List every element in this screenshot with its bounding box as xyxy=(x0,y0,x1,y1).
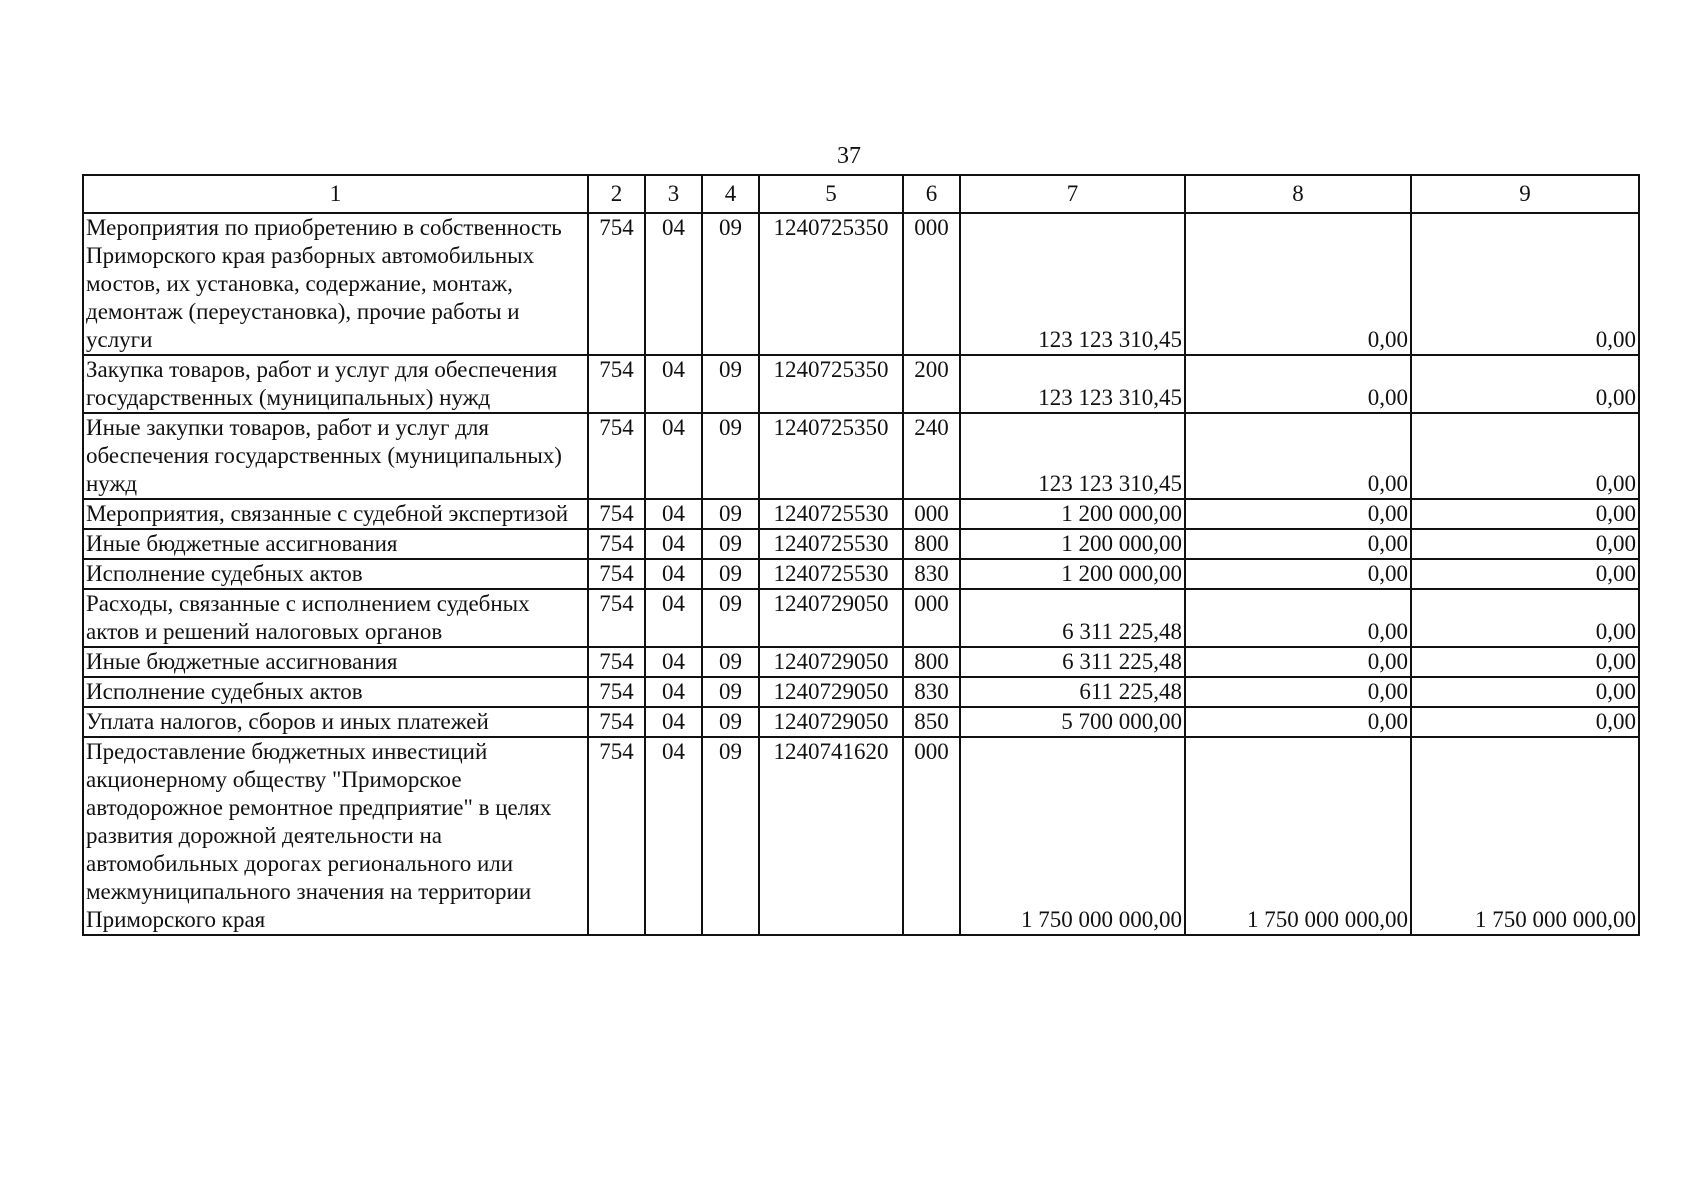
header-col-6: 6 xyxy=(903,175,960,213)
row-name: Уплата налогов, сборов и иных платежей xyxy=(83,707,588,737)
row-amount-7: 1 200 000,00 xyxy=(960,559,1185,589)
row-code-3: 04 xyxy=(645,413,702,499)
row-code-4: 09 xyxy=(702,647,759,677)
row-amount-7: 5 700 000,00 xyxy=(960,707,1185,737)
budget-table xyxy=(82,174,1640,936)
table-row xyxy=(83,355,1639,413)
header-col-9: 9 xyxy=(1411,175,1639,213)
table-row xyxy=(83,413,1639,499)
row-code-5: 1240729050 xyxy=(759,677,903,707)
row-amount-8: 0,00 xyxy=(1185,529,1411,559)
table-row xyxy=(83,737,1639,935)
row-code-2: 754 xyxy=(588,213,645,355)
table-row xyxy=(83,499,1639,529)
row-code-2: 754 xyxy=(588,355,645,413)
row-amount-7: 1 750 000 000,00 xyxy=(960,737,1185,935)
row-code-3: 04 xyxy=(645,213,702,355)
row-code-6: 830 xyxy=(903,559,960,589)
header-col-3: 3 xyxy=(645,175,702,213)
row-amount-7: 1 200 000,00 xyxy=(960,499,1185,529)
row-code-5: 1240725530 xyxy=(759,559,903,589)
row-code-6: 000 xyxy=(903,499,960,529)
row-code-4: 09 xyxy=(702,589,759,647)
row-code-6: 800 xyxy=(903,647,960,677)
row-amount-8: 0,00 xyxy=(1185,413,1411,499)
row-code-4: 09 xyxy=(702,559,759,589)
row-amount-9: 0,00 xyxy=(1411,677,1639,707)
row-code-2: 754 xyxy=(588,499,645,529)
row-code-2: 754 xyxy=(588,737,645,935)
header-row xyxy=(83,175,1639,213)
row-code-2: 754 xyxy=(588,647,645,677)
row-amount-9: 0,00 xyxy=(1411,647,1639,677)
row-amount-9: 0,00 xyxy=(1411,355,1639,413)
row-code-5: 1240725530 xyxy=(759,529,903,559)
row-amount-8: 1 750 000 000,00 xyxy=(1185,737,1411,935)
page-number: 37 xyxy=(837,143,861,169)
header-col-7: 7 xyxy=(960,175,1185,213)
header-col-1: 1 xyxy=(83,175,588,213)
row-code-5: 1240729050 xyxy=(759,707,903,737)
row-code-4: 09 xyxy=(702,413,759,499)
row-code-3: 04 xyxy=(645,559,702,589)
row-name: Исполнение судебных актов xyxy=(83,677,588,707)
row-amount-8: 0,00 xyxy=(1185,589,1411,647)
row-code-3: 04 xyxy=(645,589,702,647)
row-code-5: 1240725530 xyxy=(759,499,903,529)
table-row xyxy=(83,677,1639,707)
row-name: Мероприятия, связанные с судебной экспертизой xyxy=(83,499,588,529)
row-code-6: 000 xyxy=(903,589,960,647)
row-code-2: 754 xyxy=(588,589,645,647)
row-code-4: 09 xyxy=(702,355,759,413)
table-row xyxy=(83,213,1639,355)
row-amount-8: 0,00 xyxy=(1185,559,1411,589)
row-amount-7: 6 311 225,48 xyxy=(960,647,1185,677)
row-code-3: 04 xyxy=(645,355,702,413)
row-name: Предоставление бюджетных инвестиций акционерному обществу "Приморское автодорожное ремонтное предприятие" в целях развития дорожной деятельности на автомобильных дорогах регионального или межмуниципального значения на территории Приморского края xyxy=(83,737,588,935)
header-col-5: 5 xyxy=(759,175,903,213)
row-code-6: 800 xyxy=(903,529,960,559)
header-col-2: 2 xyxy=(588,175,645,213)
table-row xyxy=(83,529,1639,559)
row-code-4: 09 xyxy=(702,737,759,935)
row-amount-8: 0,00 xyxy=(1185,213,1411,355)
table-row xyxy=(83,707,1639,737)
row-code-6: 200 xyxy=(903,355,960,413)
row-amount-9: 0,00 xyxy=(1411,529,1639,559)
row-amount-8: 0,00 xyxy=(1185,499,1411,529)
row-amount-8: 0,00 xyxy=(1185,647,1411,677)
header-col-8: 8 xyxy=(1185,175,1411,213)
row-name: Иные бюджетные ассигнования xyxy=(83,647,588,677)
row-amount-9: 0,00 xyxy=(1411,499,1639,529)
row-code-6: 830 xyxy=(903,677,960,707)
row-code-6: 000 xyxy=(903,737,960,935)
row-code-2: 754 xyxy=(588,707,645,737)
row-name: Мероприятия по приобретению в собственность Приморского края разборных автомобильных мостов, их установка, содержание, монтаж, демонтаж (переустановка), прочие работы и услуги xyxy=(83,213,588,355)
row-code-3: 04 xyxy=(645,529,702,559)
row-amount-7: 1 200 000,00 xyxy=(960,529,1185,559)
row-code-2: 754 xyxy=(588,559,645,589)
row-amount-8: 0,00 xyxy=(1185,707,1411,737)
row-amount-9: 0,00 xyxy=(1411,413,1639,499)
row-amount-9: 0,00 xyxy=(1411,213,1639,355)
row-code-5: 1240729050 xyxy=(759,647,903,677)
row-name: Иные бюджетные ассигнования xyxy=(83,529,588,559)
table-row xyxy=(83,589,1639,647)
row-name: Иные закупки товаров, работ и услуг для обеспечения государственных (муниципальных) нужд xyxy=(83,413,588,499)
row-amount-9: 0,00 xyxy=(1411,707,1639,737)
row-code-3: 04 xyxy=(645,677,702,707)
row-code-3: 04 xyxy=(645,737,702,935)
row-amount-9: 0,00 xyxy=(1411,559,1639,589)
row-amount-7: 123 123 310,45 xyxy=(960,355,1185,413)
row-amount-8: 0,00 xyxy=(1185,677,1411,707)
row-code-6: 240 xyxy=(903,413,960,499)
row-code-2: 754 xyxy=(588,413,645,499)
row-code-5: 1240725350 xyxy=(759,213,903,355)
row-code-3: 04 xyxy=(645,647,702,677)
table-row xyxy=(83,647,1639,677)
row-code-4: 09 xyxy=(702,213,759,355)
row-code-5: 1240725350 xyxy=(759,355,903,413)
row-name: Расходы, связанные с исполнением судебных актов и решений налоговых органов xyxy=(83,589,588,647)
row-code-2: 754 xyxy=(588,677,645,707)
row-code-3: 04 xyxy=(645,707,702,737)
row-code-6: 850 xyxy=(903,707,960,737)
row-code-4: 09 xyxy=(702,707,759,737)
row-amount-7: 6 311 225,48 xyxy=(960,589,1185,647)
row-code-6: 000 xyxy=(903,213,960,355)
row-code-5: 1240741620 xyxy=(759,737,903,935)
row-name: Исполнение судебных актов xyxy=(83,559,588,589)
row-amount-9: 0,00 xyxy=(1411,589,1639,647)
row-code-3: 04 xyxy=(645,499,702,529)
header-col-4: 4 xyxy=(702,175,759,213)
row-code-4: 09 xyxy=(702,677,759,707)
row-amount-7: 123 123 310,45 xyxy=(960,213,1185,355)
row-amount-9: 1 750 000 000,00 xyxy=(1411,737,1639,935)
row-code-5: 1240725350 xyxy=(759,413,903,499)
row-code-4: 09 xyxy=(702,529,759,559)
row-amount-7: 123 123 310,45 xyxy=(960,413,1185,499)
row-code-4: 09 xyxy=(702,499,759,529)
row-amount-8: 0,00 xyxy=(1185,355,1411,413)
table-row xyxy=(83,559,1639,589)
row-code-2: 754 xyxy=(588,529,645,559)
row-name: Закупка товаров, работ и услуг для обеспечения государственных (муниципальных) нужд xyxy=(83,355,588,413)
row-amount-7: 611 225,48 xyxy=(960,677,1185,707)
row-code-5: 1240729050 xyxy=(759,589,903,647)
